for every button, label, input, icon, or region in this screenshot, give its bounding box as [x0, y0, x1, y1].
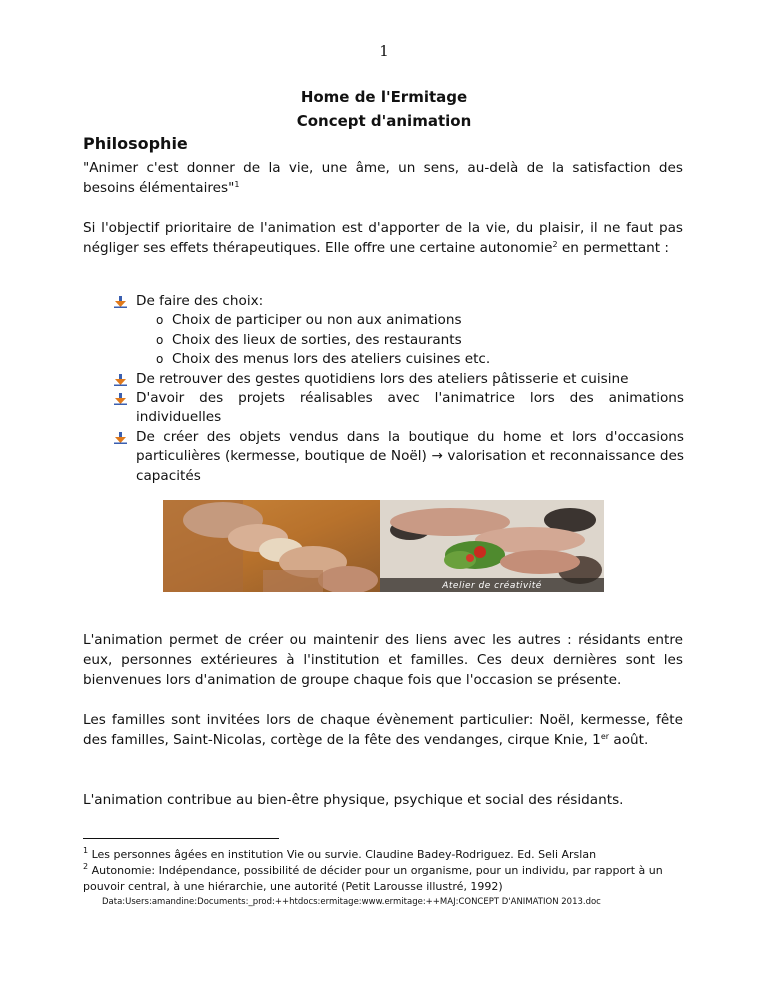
list-item	[114, 370, 684, 389]
section-heading: Philosophie	[83, 134, 188, 153]
families-text-end: août.	[609, 732, 649, 748]
arrow-down-bullet-icon	[114, 393, 127, 405]
footnote-text: Les personnes âgées en institution Vie ou survie. Claudine Badey-Rodriguez. Ed. Seli Arslan	[88, 848, 597, 861]
sub-bullet-text: Choix des menus lors des ateliers cuisines etc.	[172, 351, 491, 368]
ordinal-superscript: er	[600, 732, 610, 741]
intro-text-end: en permettant :	[561, 240, 669, 256]
footnote-2	[83, 863, 683, 895]
bullet-list	[114, 292, 684, 486]
sub-list-item	[114, 311, 684, 330]
families-paragraph	[83, 710, 683, 750]
bullet-text: De faire des choix:	[136, 293, 264, 309]
families-text: Les familles sont invitées lors de chaque évènement particulier: Noël, kermesse, fête des familles, Saint-Nicolas, cortège de la fête des vendanges, cirque Knie, 1	[83, 712, 683, 748]
quote-text: "Animer c'est donner de la vie, une âme, un sens, au-delà de la satisfaction des besoins élémentaires"	[83, 160, 683, 196]
footnote-1	[83, 847, 683, 863]
list-item	[114, 428, 684, 486]
sub-bullet-text: Choix de participer ou non aux animations	[172, 312, 462, 329]
document-title: Home de l'Ermitage	[300, 88, 468, 106]
list-item	[114, 292, 684, 311]
footnote-ref-2: 2	[552, 240, 558, 249]
sub-list-item	[114, 350, 684, 369]
footnote-text: Autonomie: Indépendance, possibilité de décider pour un organisme, pour un individu, par rapport à un pouvoir central, à une hiérarchie, une autorité (Petit Larousse illustré, 1992)	[83, 864, 663, 893]
photo-caption: Atelier de créativité	[442, 581, 542, 591]
footnote-number: 1	[83, 846, 89, 855]
links-paragraph: L'animation permet de créer ou maintenir des liens avec les autres : résidants entre eux, personnes extérieures à l'institution et familles. Ces deux dernières sont les bienvenues lors d'animation de groupe chaque fois que l'occasion se présente.	[83, 632, 683, 688]
document-subtitle: Concept d'animation	[296, 112, 472, 130]
footnote-separator	[83, 838, 279, 839]
intro-paragraph	[83, 218, 683, 258]
quote-paragraph	[83, 158, 683, 198]
arrow-down-bullet-icon	[114, 374, 127, 386]
sub-bullet-text: Choix des lieux de sorties, des restaurants	[172, 331, 462, 348]
circle-bullet-icon: o	[156, 352, 164, 367]
circle-bullet-icon: o	[156, 313, 164, 328]
footnote-number: 2	[83, 862, 89, 871]
footnote-ref-1: 1	[234, 180, 240, 189]
bullet-text: De retrouver des gestes quotidiens lors des ateliers pâtisserie et cuisine	[136, 370, 629, 387]
arrow-down-bullet-icon	[114, 432, 127, 444]
list-item	[114, 389, 684, 428]
wellbeing-paragraph: L'animation contribue au bien-être physique, psychique et social des résidants.	[83, 792, 624, 808]
photo-hands-crafting	[163, 500, 380, 592]
arrow-down-bullet-icon	[114, 296, 127, 308]
bullet-text: De créer des objets vendus dans la boutique du home et lors d'occasions particulières (kermesse, boutique de Noël) → valorisation et reconnaissance des capacités	[136, 428, 684, 484]
intro-text: Si l'objectif prioritaire de l'animation est d'apporter de la vie, du plaisir, il ne faut pas négliger ses effets thérapeutiques. Elle offre une certaine autonomie	[83, 220, 683, 256]
photo-creativity-workshop	[380, 500, 604, 592]
sub-list-item	[114, 331, 684, 350]
bullet-text: D'avoir des projets réalisables avec l'animatrice lors des animations individuelles	[136, 390, 684, 426]
circle-bullet-icon: o	[156, 332, 164, 347]
file-path-footer: Data:Users:amandine:Documents:_prod:++htdocs:ermitage:www.ermitage:++MAJ:CONCEPT D'ANIMATION 2013.doc	[102, 897, 601, 907]
photo-strip	[163, 500, 604, 592]
page-number: 1	[379, 42, 389, 60]
